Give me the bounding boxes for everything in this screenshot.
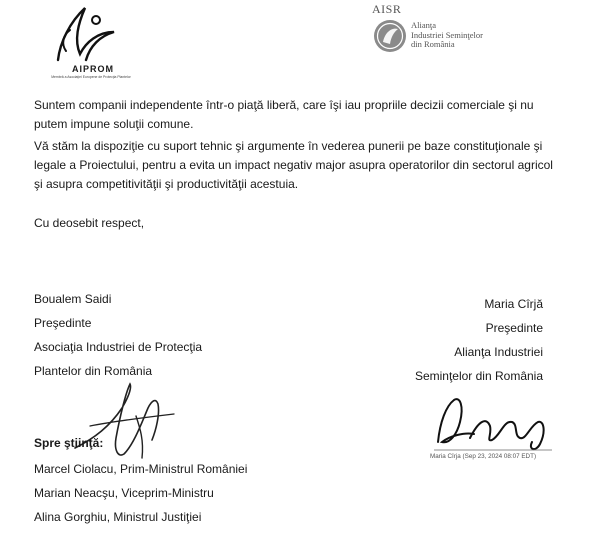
aisr-logo-text [411,21,483,50]
paragraph-support [34,137,574,194]
signature-right [430,392,560,454]
cc-item: Marcel Ciolacu, Prim-Ministrul României [34,462,248,476]
paragraph-independence [34,96,574,134]
paragraph-line: Vă stăm la dispoziţie cu suport tehnic şi argumente în vederea punerii pe baze constituţionale şi [34,139,543,153]
closing-salutation: Cu deosebit respect, [34,216,145,230]
e-signature-caption: Maria Cîrja (Sep 23, 2024 08:07 EDT) [430,453,537,460]
paragraph-line: putem impune soluţii comune. [34,117,194,131]
paragraph-line: legale a Proiectului, pentru a evita un impact negativ major asupra operatorilor din sectorul agricol [34,158,553,172]
signatory-left-title: Preşedinte [34,316,92,330]
aisr-logo-line: din România [411,39,455,49]
signatory-right-name: Maria Cîrjă [484,297,543,311]
signatory-left-org-line: Asociaţia Industriei de Protecţia [34,340,203,354]
signatory-right-org-line: Seminţelor din România [414,369,543,383]
aiprom-logo-subtitle: Membră a Asociaţiei Europene de Protecţia Plantelor [51,75,131,79]
cc-item: Marian Neacşu, Viceprim-Ministru [34,486,214,500]
signature-left [70,378,180,468]
signatory-right-org-line: Alianţa Industriei [454,345,543,359]
aisr-logo-line: Industriei Seminţelor [411,29,484,40]
cc-heading: Spre ştiinţă: [34,436,104,450]
signatory-left-org-line: Plantelor din România [34,364,153,378]
signatory-left-name: Boualem Saidi [34,292,112,306]
signatory-right-title: Preşedinte [485,321,543,335]
aiprom-logo-name: AIPROM [72,64,114,74]
aisr-logo-acronym: AISR [372,2,402,16]
aisr-seed-emblem-icon [372,18,408,54]
paragraph-line: Suntem companii independente într-o piaţă liberă, care îşi iau propriile decizii comerciale şi nu [34,98,534,112]
aisr-logo-line: Alianţa [411,20,437,30]
cc-item: Alina Gorghiu, Ministrul Justiţiei [34,510,202,524]
paragraph-line: şi asupra competitivităţii şi productivităţii acestuia. [34,177,299,191]
